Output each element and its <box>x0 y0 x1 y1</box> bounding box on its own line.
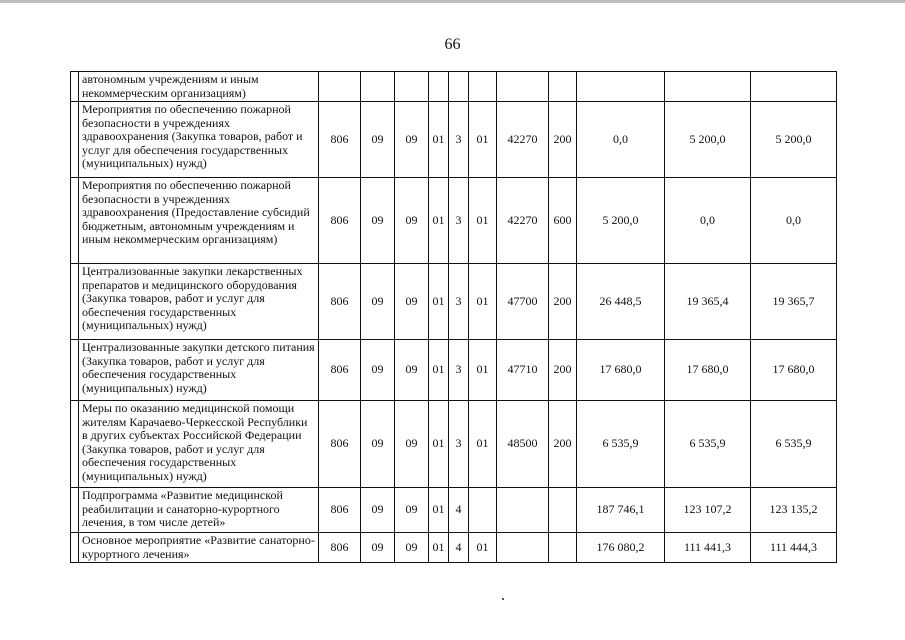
program-code-cell: 01 <box>429 178 449 264</box>
amount-year3-cell: 5 200,0 <box>751 102 837 178</box>
expense-name-cell: Мероприятия по обеспечению пожарной безопасности в учреждениях здравоохранения (Предоставление субсидий бюджетным, автономным учреждениям и иным некоммерческим организациям) <box>79 178 319 264</box>
scan-speck <box>502 598 504 600</box>
program-code-cell: 01 <box>429 264 449 340</box>
subprogram-code-cell <box>449 72 469 102</box>
row-index-cell <box>71 488 79 533</box>
row-index-cell <box>71 72 79 102</box>
subsection-code-cell: 09 <box>395 488 429 533</box>
scan-top-edge <box>0 0 905 3</box>
amount-year3-cell <box>751 72 837 102</box>
expense-name-cell: Мероприятия по обеспечению пожарной безопасности в учреждениях здравоохранения (Закупка товаров, работ и услуг для обеспечения государственных (муниципальных) нужд) <box>79 102 319 178</box>
ministry-code-cell: 806 <box>319 533 361 563</box>
amount-year3-cell: 17 680,0 <box>751 340 837 401</box>
table-row <box>71 264 837 340</box>
amount-year2-cell: 6 535,9 <box>665 401 751 488</box>
program-code-cell: 01 <box>429 102 449 178</box>
table-row <box>71 488 837 533</box>
subsection-code-cell: 09 <box>395 401 429 488</box>
subsection-code-cell: 09 <box>395 533 429 563</box>
amount-year1-cell: 5 200,0 <box>577 178 665 264</box>
direction-code-cell: 48500 <box>497 401 549 488</box>
program-code-cell <box>429 72 449 102</box>
section-code-cell <box>361 72 395 102</box>
event-code-cell: 01 <box>469 533 497 563</box>
table-row <box>71 178 837 264</box>
expense-type-cell <box>549 533 577 563</box>
table-row <box>71 102 837 178</box>
subprogram-code-cell: 3 <box>449 102 469 178</box>
subprogram-code-cell: 4 <box>449 533 469 563</box>
event-code-cell <box>469 72 497 102</box>
subsection-code-cell <box>395 72 429 102</box>
expense-type-cell: 200 <box>549 102 577 178</box>
subsection-code-cell: 09 <box>395 264 429 340</box>
amount-year1-cell: 176 080,2 <box>577 533 665 563</box>
table-row <box>71 72 837 102</box>
expense-name-cell: автономным учреждениям и иным некоммерческим организациям) <box>79 72 319 102</box>
subprogram-code-cell: 3 <box>449 401 469 488</box>
row-index-cell <box>71 264 79 340</box>
amount-year3-cell: 6 535,9 <box>751 401 837 488</box>
expense-name-cell: Основное мероприятие «Развитие санаторно-курортного лечения» <box>79 533 319 563</box>
subsection-code-cell: 09 <box>395 340 429 401</box>
ministry-code-cell: 806 <box>319 102 361 178</box>
amount-year1-cell: 0,0 <box>577 102 665 178</box>
direction-code-cell: 42270 <box>497 102 549 178</box>
amount-year2-cell: 19 365,4 <box>665 264 751 340</box>
expense-type-cell: 200 <box>549 264 577 340</box>
subprogram-code-cell: 3 <box>449 264 469 340</box>
row-index-cell <box>71 533 79 563</box>
section-code-cell: 09 <box>361 264 395 340</box>
event-code-cell: 01 <box>469 178 497 264</box>
amount-year3-cell: 0,0 <box>751 178 837 264</box>
ministry-code-cell: 806 <box>319 488 361 533</box>
subprogram-code-cell: 3 <box>449 340 469 401</box>
section-code-cell: 09 <box>361 401 395 488</box>
amount-year2-cell: 0,0 <box>665 178 751 264</box>
amount-year2-cell <box>665 72 751 102</box>
expense-type-cell <box>549 488 577 533</box>
expense-type-cell: 200 <box>549 340 577 401</box>
program-code-cell: 01 <box>429 401 449 488</box>
ministry-code-cell: 806 <box>319 264 361 340</box>
expense-name-cell: Меры по оказанию медицинской помощи жителям Карачаево-Черкесской Республики в других субъектах Российской Федерации (Закупка товаров, работ и услуг для обеспечения государственных (муниципальных) нужд) <box>79 401 319 488</box>
direction-code-cell: 42270 <box>497 178 549 264</box>
amount-year3-cell: 111 444,3 <box>751 533 837 563</box>
amount-year1-cell: 26 448,5 <box>577 264 665 340</box>
amount-year2-cell: 111 441,3 <box>665 533 751 563</box>
amount-year2-cell: 17 680,0 <box>665 340 751 401</box>
event-code-cell <box>469 488 497 533</box>
direction-code-cell <box>497 488 549 533</box>
section-code-cell: 09 <box>361 102 395 178</box>
table-row <box>71 533 837 563</box>
event-code-cell: 01 <box>469 102 497 178</box>
section-code-cell: 09 <box>361 533 395 563</box>
subprogram-code-cell: 3 <box>449 178 469 264</box>
expense-type-cell <box>549 72 577 102</box>
ministry-code-cell: 806 <box>319 401 361 488</box>
section-code-cell: 09 <box>361 340 395 401</box>
row-index-cell <box>71 340 79 401</box>
amount-year2-cell: 5 200,0 <box>665 102 751 178</box>
direction-code-cell <box>497 72 549 102</box>
ministry-code-cell: 806 <box>319 178 361 264</box>
event-code-cell: 01 <box>469 401 497 488</box>
amount-year1-cell <box>577 72 665 102</box>
amount-year1-cell: 17 680,0 <box>577 340 665 401</box>
amount-year3-cell: 19 365,7 <box>751 264 837 340</box>
program-code-cell: 01 <box>429 488 449 533</box>
expense-type-cell: 200 <box>549 401 577 488</box>
amount-year1-cell: 187 746,1 <box>577 488 665 533</box>
row-index-cell <box>71 102 79 178</box>
expense-type-cell: 600 <box>549 178 577 264</box>
event-code-cell: 01 <box>469 264 497 340</box>
page-number: 66 <box>444 36 461 53</box>
table-row <box>71 340 837 401</box>
expense-name-cell: Централизованные закупки лекарственных препаратов и медицинского оборудования (Закупка товаров, работ и услуг для обеспечения государственных (муниципальных) нужд) <box>79 264 319 340</box>
ministry-code-cell <box>319 72 361 102</box>
section-code-cell: 09 <box>361 488 395 533</box>
expense-name-cell: Подпрограмма «Развитие медицинской реабилитации и санаторно-курортного лечения, в том числе детей» <box>79 488 319 533</box>
program-code-cell: 01 <box>429 340 449 401</box>
amount-year3-cell: 123 135,2 <box>751 488 837 533</box>
expense-name-cell: Централизованные закупки детского питания (Закупка товаров, работ и услуг для обеспечения государственных (муниципальных) нужд) <box>79 340 319 401</box>
direction-code-cell: 47700 <box>497 264 549 340</box>
budget-table <box>70 71 837 563</box>
direction-code-cell <box>497 533 549 563</box>
program-code-cell: 01 <box>429 533 449 563</box>
subsection-code-cell: 09 <box>395 178 429 264</box>
event-code-cell: 01 <box>469 340 497 401</box>
section-code-cell: 09 <box>361 178 395 264</box>
subsection-code-cell: 09 <box>395 102 429 178</box>
direction-code-cell: 47710 <box>497 340 549 401</box>
amount-year1-cell: 6 535,9 <box>577 401 665 488</box>
row-index-cell <box>71 178 79 264</box>
ministry-code-cell: 806 <box>319 340 361 401</box>
amount-year2-cell: 123 107,2 <box>665 488 751 533</box>
subprogram-code-cell: 4 <box>449 488 469 533</box>
table-row <box>71 401 837 488</box>
row-index-cell <box>71 401 79 488</box>
